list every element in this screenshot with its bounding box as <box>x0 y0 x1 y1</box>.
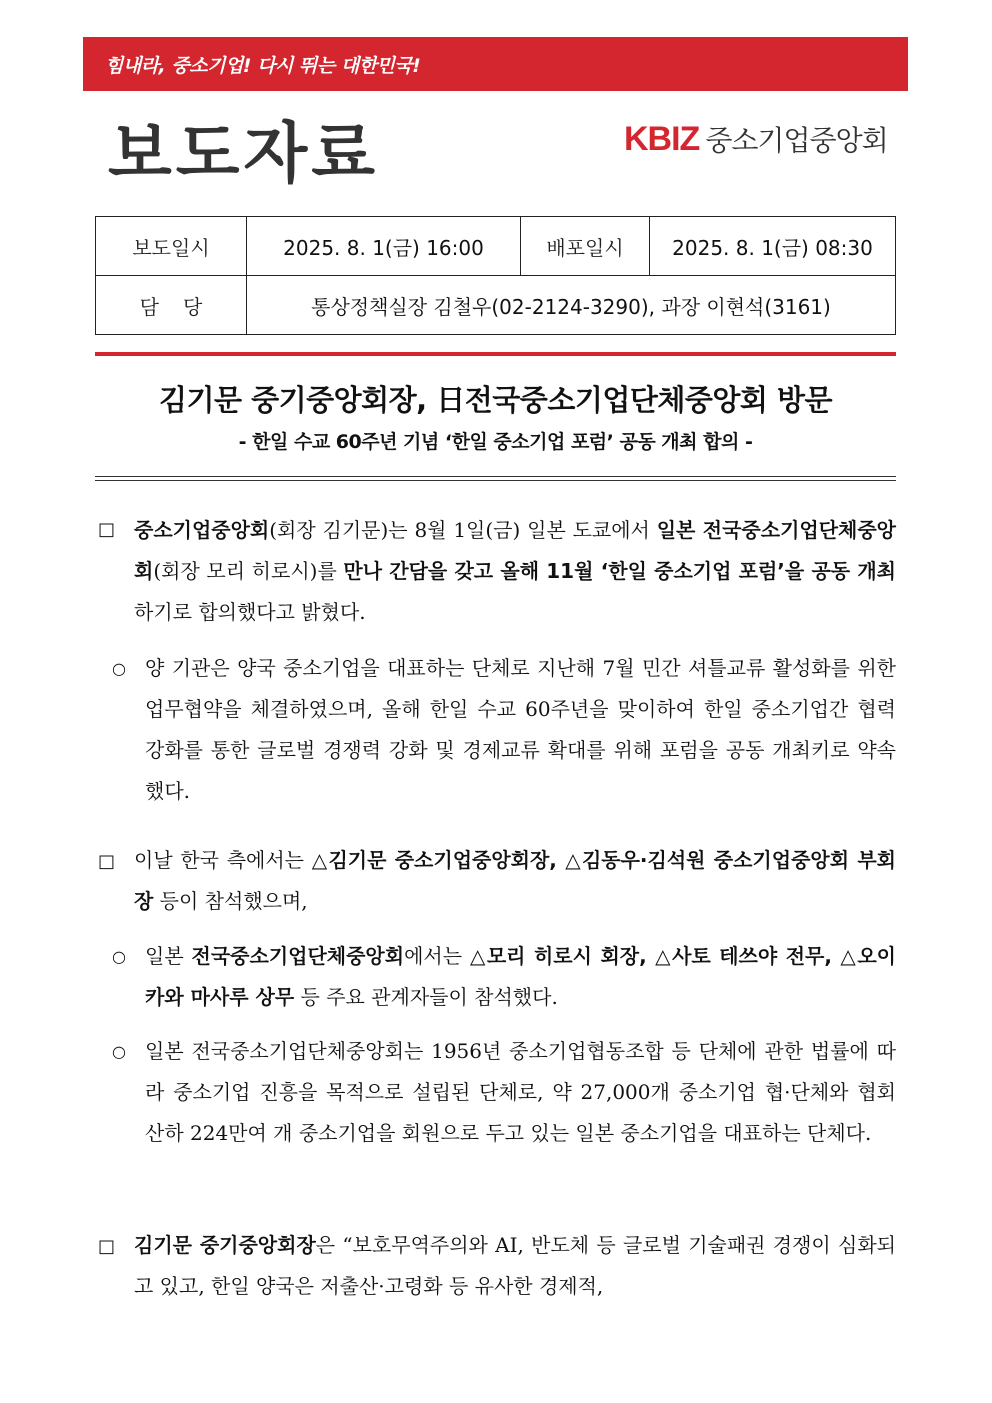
press-release-title: 보도자료 <box>108 115 380 192</box>
p6-quote: 은 “보호무역주의와 AI, 반도체 등 글로벌 기술패권 경쟁이 심화되고 있고, 한일 양국은 저출산·고령화 등 유사한 경제적, <box>134 1233 896 1298</box>
distribute-date-value: 2025. 8. 1(금) 08:30 <box>650 217 896 276</box>
p4-org: 전국중소기업단체중앙회 <box>191 944 405 968</box>
p4-text-3: 등 주요 관계자들이 참석했다. <box>294 985 558 1009</box>
p4-text: 일본 <box>145 944 192 968</box>
release-date-label: 보도일시 <box>96 217 247 276</box>
paragraph-3 <box>134 840 896 922</box>
release-info-table <box>95 216 896 335</box>
headline: 김기문 중기중앙회장, 日전국중소기업단체중앙회 방문 <box>158 383 833 417</box>
divider-double-top <box>95 476 896 477</box>
logo-mark: KBIZ <box>624 119 700 158</box>
p6-speaker: 김기문 중기중앙회장 <box>134 1233 316 1257</box>
kbiz-logo <box>624 117 888 161</box>
square-bullet: □ <box>98 1236 116 1257</box>
p3-text: 이날 한국 측에서는 <box>134 848 312 872</box>
circle-bullet: ○ <box>112 659 126 678</box>
circle-bullet: ○ <box>112 947 126 966</box>
p3-text-2: 등이 참석했으며, <box>153 889 308 913</box>
paragraph-6 <box>134 1225 896 1307</box>
paragraph-5: 일본 전국중소기업단체중앙회는 1956년 중소기업협동조합 등 단체에 관한 법률에 따라 중소기업 진흥을 목적으로 설립된 단체로, 약 27,000개 중소기업 협·단체와 협회 산하 224만여 개 중소기업을 회원으로 두고 있는 일본 중소기업을 대표하는 단체다. <box>145 1039 896 1145</box>
p1-agreement: 만나 간담을 갖고 올해 11월 ‘한일 중소기업 포럼’을 공동 개최 <box>343 559 896 583</box>
divider-red <box>95 352 896 356</box>
paragraph-4 <box>145 936 896 1018</box>
release-date-value: 2025. 8. 1(금) 16:00 <box>247 217 521 276</box>
paragraph-1 <box>134 510 896 633</box>
p3-attendees: △김기문 중소기업중앙회장, △김동우·김석원 중소기업중앙회 부회장 <box>134 848 896 913</box>
p1-text: (회장 김기문)는 8월 1일(금) 일본 도쿄에서 <box>269 518 657 542</box>
contact-label: 담당 <box>96 276 247 335</box>
subheadline: - 한일 수교 60주년 기념 ‘한일 중소기업 포럼’ 공동 개최 합의 - <box>238 431 753 453</box>
logo-name: 중소기업중앙회 <box>705 124 888 157</box>
p4-attendees: △모리 히로시 회장, △사토 테쓰야 전무, △오이카와 마사루 상무 <box>145 944 896 1009</box>
p1-text-2: (회장 모리 히로시)를 <box>153 559 344 583</box>
p1-text-3: 하기로 합의했다고 밝혔다. <box>134 600 366 624</box>
p1-partner: 일본 전국중소기업단체중앙회 <box>134 518 896 583</box>
divider-double-bottom <box>95 480 896 481</box>
circle-bullet: ○ <box>112 1042 126 1061</box>
square-bullet: □ <box>98 519 116 540</box>
slogan-text: 힘내라, 중소기업! 다시 뛰는 대한민국! <box>105 55 421 77</box>
p1-org: 중소기업중앙회 <box>134 518 270 542</box>
slogan-banner <box>83 37 908 91</box>
p4-text-2: 에서는 <box>404 944 470 968</box>
contact-value: 통상정책실장 김철우(02-2124-3290), 과장 이현석(3161) <box>247 276 896 335</box>
distribute-date-label: 배포일시 <box>521 217 650 276</box>
square-bullet: □ <box>98 851 116 872</box>
paragraph-2: 양 기관은 양국 중소기업을 대표하는 단체로 지난해 7월 민간 셔틀교류 활성화를 위한 업무협약을 체결하였으며, 올해 한일 수교 60주년을 맞이하여 한일 중소기업간 협력 강화를 통한 글로벌 경쟁력 강화 및 경제교류 확대를 위해 포럼을 공동 개최키로 약속했다. <box>145 656 896 803</box>
